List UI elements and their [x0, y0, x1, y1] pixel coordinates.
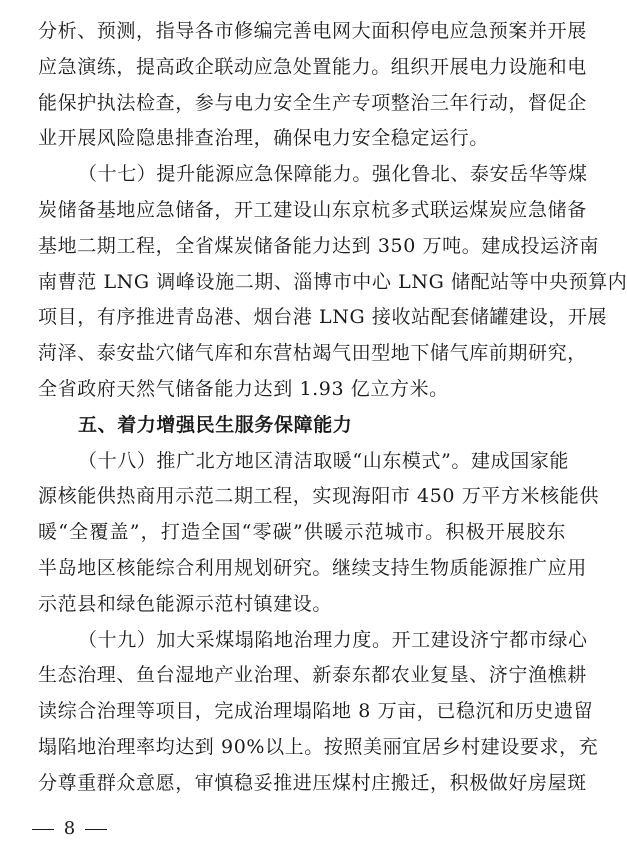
paragraph-start-line: （十七）提升能源应急保障能力。强化鲁北、泰安岳华等煤 [78, 163, 588, 186]
text-line: 半岛地区核能综合利用规划研究。继续支持生物质能源推广应用 [38, 557, 587, 579]
text-line: 分析、预测，指导各市修编完善电网大面积停电应急预案并开展 [38, 20, 587, 42]
section-heading: 五、着力增强民生服务保障能力 [78, 413, 353, 436]
text-line: 应急演练，提高政企联动应急处置能力。组织开展电力设施和电 [38, 55, 587, 78]
text-line: 塌陷地治理率均达到 90%以上。按照美丽宜居乡村建设要求，充 [38, 736, 599, 758]
paragraph-start-line: （十九）加大采煤塌陷地治理力度。开工建设济宁都市绿心 [78, 628, 588, 651]
paragraph-start-line: （十八）推广北方地区清洁取暖“山东模式”。建成国家能 [78, 449, 570, 472]
text-line: 炭储备基地应急储备，开工建设山东京杭多式联运煤炭应急储备 [38, 199, 587, 221]
page-number: 8 [63, 818, 76, 839]
footer-dash-left [32, 829, 54, 830]
text-line: 分尊重群众意愿，审慎稳妥推进压煤村庄搬迁，积极做好房屋斑 [38, 771, 587, 794]
text-line: 源核能供热商用示范二期工程，实现海阳市 450 万平方米核能供 [38, 485, 599, 508]
text-line: 基地二期工程，全省煤炭储备能力达到 350 万吨。建成投运济南 [38, 234, 599, 257]
text-line: 业开展风险隐患排查治理，确保电力安全稳定运行。 [38, 127, 489, 150]
text-line: 南曹范 LNG 调峰设施二期、淄博市中心 LNG 储配站等中央预算内 [38, 270, 627, 293]
text-line: 读综合治理等项目，完成治理塌陷地 8 万亩，已稳沉和历史遗留 [38, 700, 594, 723]
text-line: 暖“全覆盖”，打造全国“零碳”供暖示范城市。积极开展胶东 [38, 521, 566, 544]
footer-dash-right [85, 829, 107, 830]
page-footer [28, 812, 111, 846]
text-line: 菏泽、泰安盐穴储气库和东营枯竭气田型地下储气库前期研究， [38, 342, 587, 365]
text-line: 全省政府天然气储备能力达到 1.93 亿立方米。 [38, 378, 449, 400]
text-line: 生态治理、鱼台湿地产业治理、新泰东都农业复垦、济宁渔樵耕 [38, 664, 587, 687]
text-line: 示范县和绿色能源示范村镇建设。 [38, 592, 333, 615]
text-line: 项目，有序推进青岛港、烟台港 LNG 接收站配套储罐建设，开展 [38, 306, 608, 329]
text-line: 能保护执法检查，参与电力安全生产专项整治三年行动，督促企 [38, 91, 587, 114]
